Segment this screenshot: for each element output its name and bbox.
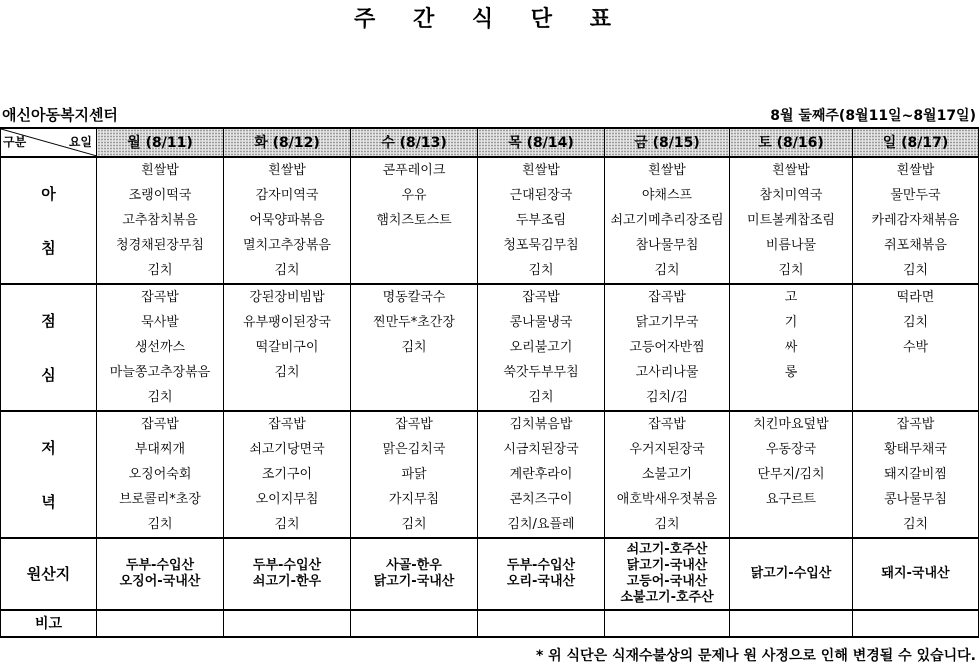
meal-label-char: 침 [41, 238, 56, 257]
page-title: 주 간 식 단 표 [354, 7, 626, 32]
menu-row [1, 284, 979, 310]
menu-item [853, 360, 979, 385]
menu-item: 흰쌀밥 [730, 157, 853, 183]
menu-item: 흰쌀밥 [853, 157, 979, 183]
origin-line: 오징어-국내산 [119, 574, 201, 589]
origin-cell [97, 538, 224, 610]
origin-line: 사골-한우 [386, 558, 442, 573]
menu-row [1, 512, 979, 538]
menu-item: 흰쌀밥 [478, 157, 605, 183]
meal-label-char: 아 [41, 184, 56, 203]
menu-row [1, 385, 979, 411]
menu-item: 시금치된장국 [478, 437, 605, 462]
menu-item: 맑은김치국 [351, 437, 478, 462]
menu-row [1, 183, 979, 208]
menu-item: 잡곡밥 [97, 284, 224, 310]
menu-item: 김치 [351, 335, 478, 360]
corner-label-category: 구분 [3, 135, 27, 149]
menu-item: 김치 [97, 385, 224, 411]
menu-item: 김치/요플레 [478, 512, 605, 538]
menu-item: 브로콜리*초장 [97, 487, 224, 512]
menu-item [730, 512, 853, 538]
menu-item: 김치 [853, 512, 979, 538]
menu-item [853, 385, 979, 411]
menu-row [1, 462, 979, 487]
meal-label [1, 284, 97, 411]
menu-item: 김치/김 [605, 385, 730, 411]
menu-item: 닭고기무국 [605, 310, 730, 335]
menu-item: 잡곡밥 [97, 411, 224, 437]
day-header: 일 (8/17) [853, 128, 979, 157]
menu-item: 고사리나물 [605, 360, 730, 385]
origin-line: 쇠고기-호주산 [626, 542, 708, 557]
note-label: 비고 [1, 610, 97, 637]
menu-item: 콘치즈구이 [478, 487, 605, 512]
menu-row [1, 208, 979, 233]
menu-item: 오리불고기 [478, 335, 605, 360]
menu-item: 잡곡밥 [224, 411, 351, 437]
menu-row [1, 335, 979, 360]
day-header: 월 (8/11) [97, 128, 224, 157]
menu-item: 수박 [853, 335, 979, 360]
origin-cell [730, 538, 853, 610]
corner-header [1, 128, 97, 157]
menu-item: 우거지된장국 [605, 437, 730, 462]
menu-item: 조랭이떡국 [97, 183, 224, 208]
menu-item: 단무지/김치 [730, 462, 853, 487]
menu-item: 쇠고기메추리장조림 [605, 208, 730, 233]
menu-item: 고등어자반찜 [605, 335, 730, 360]
origin-line: 오리-국내산 [506, 574, 576, 589]
origin-line: 소불고기-호주산 [620, 590, 714, 605]
meal-label-char: 점 [41, 311, 56, 330]
menu-item: 김치 [853, 310, 979, 335]
menu-item: 가지무침 [351, 487, 478, 512]
origin-line: 고등어-국내산 [626, 574, 708, 589]
day-header: 화 (8/12) [224, 128, 351, 157]
meal-label [1, 411, 97, 538]
menu-item: 두부조림 [478, 208, 605, 233]
menu-item: 근대된장국 [478, 183, 605, 208]
menu-item: 잡곡밥 [478, 284, 605, 310]
menu-item: 기 [730, 310, 853, 335]
menu-item: 청포묵김무침 [478, 233, 605, 258]
menu-item: 야채스프 [605, 183, 730, 208]
note-cell [351, 610, 478, 637]
menu-item: 명동칼국수 [351, 284, 478, 310]
origin-cell [605, 538, 730, 610]
menu-item: 떡라면 [853, 284, 979, 310]
menu-item: 돼지갈비찜 [853, 462, 979, 487]
menu-item: 쑥갓두부무침 [478, 360, 605, 385]
organization-name: 애신아동복지센터 [2, 106, 118, 124]
menu-item: 김치 [478, 385, 605, 411]
menu-item: 김치 [605, 512, 730, 538]
menu-item: 황태무채국 [853, 437, 979, 462]
note-cell [97, 610, 224, 637]
origin-cell [853, 538, 979, 610]
menu-item: 흰쌀밥 [224, 157, 351, 183]
menu-item: 묵사발 [97, 310, 224, 335]
menu-item: 미트볼케찹조림 [730, 208, 853, 233]
week-range: 8월 둘째주(8월11일~8월17일) [770, 108, 976, 124]
menu-item [730, 385, 853, 411]
menu-item: 김치 [224, 360, 351, 385]
origin-line: 닭고기-국내산 [626, 558, 708, 573]
menu-row [1, 157, 979, 183]
origin-line: 두부-수입산 [506, 558, 576, 573]
menu-item: 부대찌개 [97, 437, 224, 462]
meal-label [1, 157, 97, 284]
menu-item: 조기구이 [224, 462, 351, 487]
menu-item: 콩나물무침 [853, 487, 979, 512]
menu-item: 김치 [224, 258, 351, 284]
menu-item: 치킨마요덮밥 [730, 411, 853, 437]
menu-item: 김치 [478, 258, 605, 284]
menu-item: 싸 [730, 335, 853, 360]
menu-row [1, 360, 979, 385]
menu-item: 김치 [730, 258, 853, 284]
origin-line: 쇠고기-한우 [252, 574, 322, 589]
footnote: * 위 식단은 식재수불상의 문제나 원 사정으로 인해 변경될 수 있습니다. [535, 648, 976, 664]
menu-item [224, 385, 351, 411]
menu-item: 쇠고기당면국 [224, 437, 351, 462]
origin-line: 두부-수입산 [252, 558, 322, 573]
menu-item [351, 385, 478, 411]
menu-item: 햄치즈토스트 [351, 208, 478, 233]
menu-row [1, 487, 979, 512]
menu-item: 고추참치볶음 [97, 208, 224, 233]
note-cell [605, 610, 730, 637]
menu-item [351, 258, 478, 284]
note-cell [224, 610, 351, 637]
menu-item [351, 360, 478, 385]
origin-line: 두부-수입산 [125, 558, 195, 573]
menu-item: 마늘쫑고추장볶음 [97, 360, 224, 385]
menu-item: 유부팽이된장국 [224, 310, 351, 335]
menu-item: 비름나물 [730, 233, 853, 258]
menu-item: 어묵양파볶음 [224, 208, 351, 233]
menu-item: 멸치고추장볶음 [224, 233, 351, 258]
menu-row [1, 233, 979, 258]
menu-item: 김치 [97, 258, 224, 284]
menu-item: 김치 [97, 512, 224, 538]
menu-item: 고 [730, 284, 853, 310]
menu-item: 애호박새우젓볶음 [605, 487, 730, 512]
menu-row [1, 437, 979, 462]
menu-row [1, 411, 979, 437]
menu-item: 흰쌀밥 [605, 157, 730, 183]
menu-item: 소불고기 [605, 462, 730, 487]
menu-item: 흰쌀밥 [97, 157, 224, 183]
menu-item: 참치미역국 [730, 183, 853, 208]
menu-item: 잡곡밥 [853, 411, 979, 437]
note-cell [853, 610, 979, 637]
origin-line: 닭고기-수입산 [750, 566, 832, 581]
meal-label-char: 저 [41, 438, 56, 457]
menu-item: 쥐포채볶음 [853, 233, 979, 258]
origin-cell [351, 538, 478, 610]
menu-item: 잡곡밥 [351, 411, 478, 437]
menu-item: 오이지무침 [224, 487, 351, 512]
menu-item: 요구르트 [730, 487, 853, 512]
menu-row [1, 310, 979, 335]
day-header: 목 (8/14) [478, 128, 605, 157]
menu-item: 잡곡밥 [605, 411, 730, 437]
menu-item: 김치 [853, 258, 979, 284]
menu-item: 김치 [605, 258, 730, 284]
menu-item: 파닭 [351, 462, 478, 487]
menu-item [351, 233, 478, 258]
origin-row [1, 538, 979, 610]
menu-item: 콘푸레이크 [351, 157, 478, 183]
meal-label-char: 심 [41, 365, 56, 384]
note-row [1, 610, 979, 637]
origin-line: 닭고기-국내산 [373, 574, 455, 589]
menu-item: 계란후라이 [478, 462, 605, 487]
origin-line: 돼지-국내산 [881, 566, 950, 581]
menu-body [1, 157, 979, 538]
menu-item: 우동장국 [730, 437, 853, 462]
table-footer [1, 538, 979, 637]
menu-row [1, 258, 979, 284]
menu-item: 잡곡밥 [605, 284, 730, 310]
weekly-menu-table [0, 127, 979, 638]
origin-label: 원산지 [1, 538, 97, 610]
menu-item: 강된장비빔밥 [224, 284, 351, 310]
meal-label-char: 녁 [41, 492, 56, 511]
note-cell [478, 610, 605, 637]
menu-item: 생선까스 [97, 335, 224, 360]
note-cell [730, 610, 853, 637]
menu-item: 콩나물냉국 [478, 310, 605, 335]
menu-item: 김치 [224, 512, 351, 538]
menu-item: 오징어숙회 [97, 462, 224, 487]
corner-label-day: 요일 [68, 135, 92, 149]
menu-item: 떡갈비구이 [224, 335, 351, 360]
menu-item: 카레감자채볶음 [853, 208, 979, 233]
menu-item: 찐만두*초간장 [351, 310, 478, 335]
header-row [1, 128, 979, 157]
menu-item: 김치볶음밥 [478, 411, 605, 437]
menu-item: 청경채된장무침 [97, 233, 224, 258]
origin-cell [478, 538, 605, 610]
menu-item: 물만두국 [853, 183, 979, 208]
menu-item: 우유 [351, 183, 478, 208]
day-header: 수 (8/13) [351, 128, 478, 157]
menu-item: 감자미역국 [224, 183, 351, 208]
menu-item: 참나물무침 [605, 233, 730, 258]
menu-item: 김치 [351, 512, 478, 538]
day-header: 금 (8/15) [605, 128, 730, 157]
day-header: 토 (8/16) [730, 128, 853, 157]
menu-item: 롱 [730, 360, 853, 385]
origin-cell [224, 538, 351, 610]
